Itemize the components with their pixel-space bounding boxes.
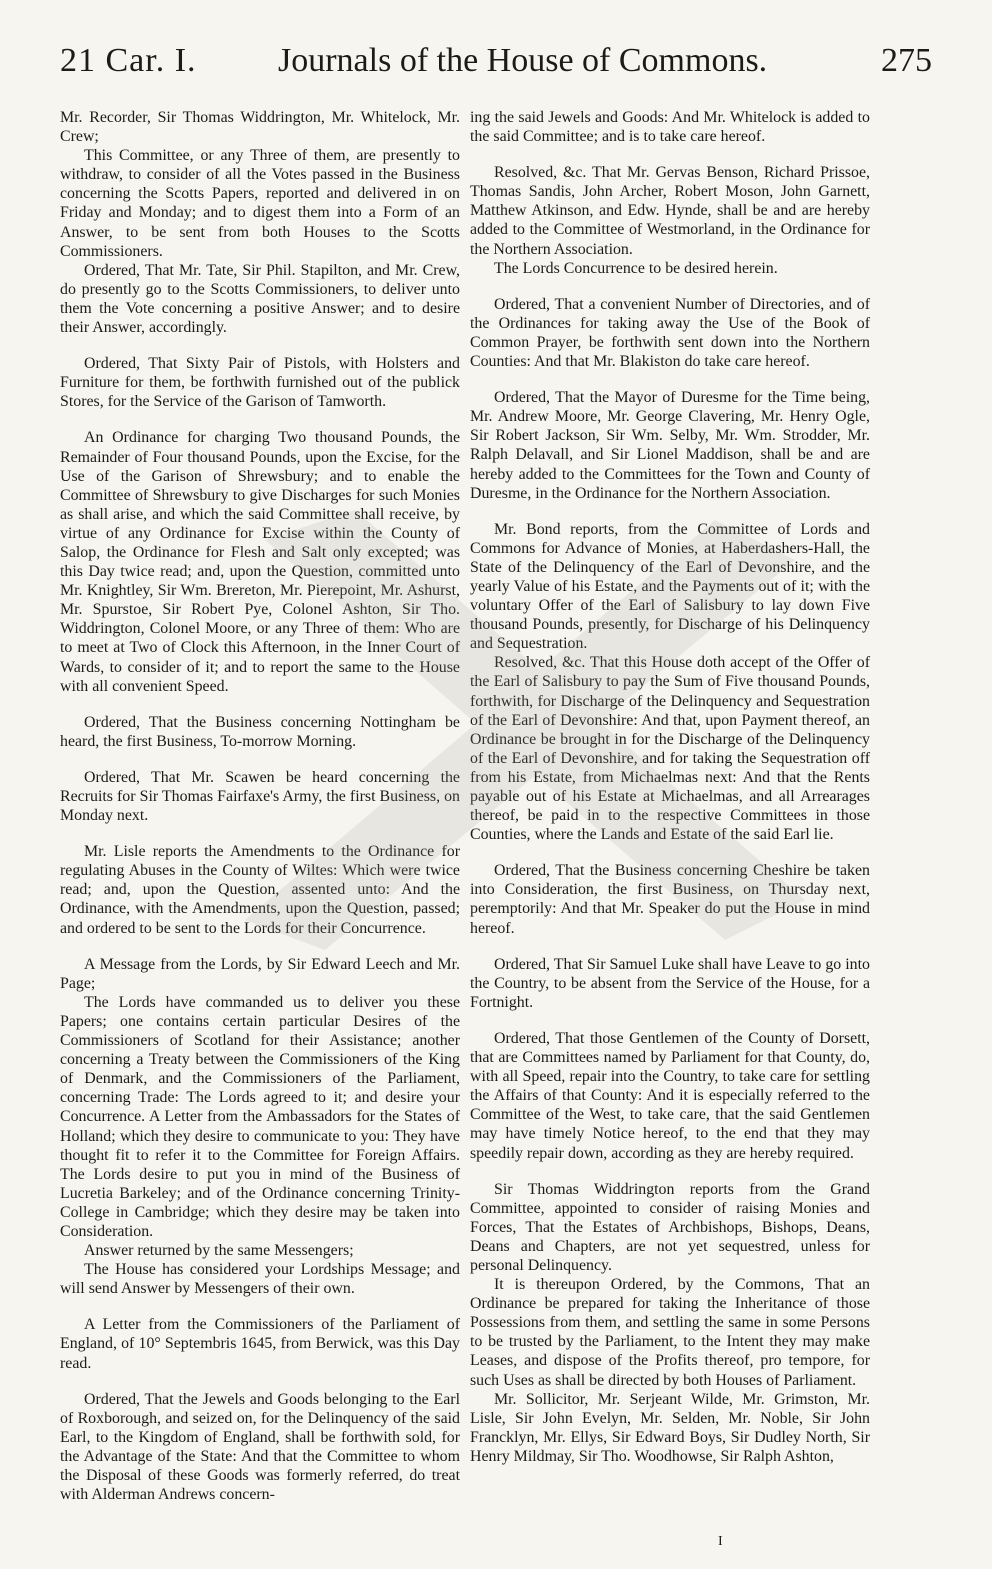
right-column-paragraph: Resolved, &c. That this House doth accept of the Offer of the Earl of Salisbury to pay the Sum of Five thousand Pounds, forthwith, for Discharge of the Delinquency and Sequestration of the Earl of Devonshire: And that, upon Payment thereof, an Ordinance be brought in for the Discharge of the Delinquency of the Earl of Devonshire, and for taking the Sequestration off from his Estate, from Michaelmas next: And that the Rents payable out of his Estate at Michaelmas, and all Arrearages thereof, be paid in to the respective Committees in those Counties, where the Lands and Estate of the said Earl lie. bbox=[470, 654, 870, 844]
right-column-paragraph: Ordered, That those Gentlemen of the County of Dorsett, that are Committees named by Parliament for that County, do, with all Speed, repair into the Country, to take care for settling the Affairs of that County: And it is especially referred to the Committee of the West, to take care, that the said Gentlemen may have timely Notice hereof, to the end that they may speedily repair down, according as they are hereby required. bbox=[470, 1029, 870, 1162]
left-column-paragraph: The House has considered your Lordships Message; and will send Answer by Messengers of their own. bbox=[60, 1261, 460, 1298]
page-header bbox=[60, 42, 932, 100]
left-column-paragraph: Ordered, That the Jewels and Goods belonging to the Earl of Roxborough, and seized on, for the Delinquency of the said Earl, to the Kingdom of England, shall be forthwith sold, for the Advantage of the State: And that the Committee to whom the Disposal of these Goods was formerly referred, do treat with Alderman Andrews concern- bbox=[60, 1390, 460, 1504]
right-column bbox=[470, 108, 870, 1466]
right-column-paragraph: Mr. Bond reports, from the Committee of Lords and Commons for Advance of Monies, at Haberdashers-Hall, the State of the Delinquency of the Earl of Devonshire, and the yearly Value of his Estate, and the Payments out of it; with the voluntary Offer of the Earl of Salisbury to lay down Five thousand Pounds, presently, for Discharge of his Delinquency and Sequestration. bbox=[470, 520, 870, 653]
regnal-year: 21 Car. I. bbox=[60, 42, 197, 79]
left-column-paragraph: The Lords have commanded us to deliver you these Papers; one contains certain particular Desires of the Commissioners of Scotland for their Assistance; another concerning a Treaty between the Commissioners of the King of Denmark, and the Commissioners of the Parliament, concerning Trade: The Lords agreed to it; and desire your Concurrence. A Letter from the Ambassadors for the States of Holland; which they desire to communicate to you: They have thought fit to refer it to the Committee for Foreign Affairs. The Lords desire to put you in mind of the Business of Lucretia Barkeley; and of the Ordinance concerning Trinity-College in Cambridge; which they desire may be taken into Consideration. bbox=[60, 993, 460, 1240]
right-column-paragraph: Sir Thomas Widdrington reports from the Grand Committee, appointed to consider of raising Monies and Forces, That the Estates of Archbishops, Bishops, Deans, Deans and Chapters, are not yet sequestred, unless for personal Delinquency. bbox=[470, 1180, 870, 1274]
left-column bbox=[60, 108, 460, 1504]
left-column-paragraph: An Ordinance for charging Two thousand Pounds, the Remainder of Four thousand Pounds, upon the Excise, for the Use of the Garison of Shrewsbury; and to enable the Committee of Shrewsbury to give Discharges for such Monies as shall arise, and which the said Committee shall receive, by virtue of any Ordinance for Excise within the County of Salop, the Ordinance for Flesh and Salt only excepted; was this Day twice read; and, upon the Question, committed unto Mr. Knightley, Sir Wm. Brereton, Mr. Pierepoint, Mr. Ashurst, Mr. Spurstoe, Sir Robert Pye, Colonel Ashton, Sir Tho. Widdrington, Colonel Moore, or any Three of them: Who are to meet at Two of Clock this Afternoon, in the Inner Court of Wards, to consider of it; and to report the same to the House with all convenient Speed. bbox=[60, 429, 460, 695]
left-column-paragraph: A Message from the Lords, by Sir Edward Leech and Mr. Page; bbox=[60, 955, 460, 992]
right-column-paragraph: The Lords Concurrence to be desired herein. bbox=[494, 259, 778, 277]
signature-mark: I bbox=[718, 1534, 723, 1549]
left-column-paragraph: Mr. Recorder, Sir Thomas Widdrington, Mr. Whitelock, Mr. Crew; bbox=[60, 109, 460, 146]
journal-title: Journals of the House of Commons. bbox=[278, 42, 768, 79]
right-column-paragraph: Ordered, That a convenient Number of Directories, and of the Ordinances for taking away the Use of the Book of Common Prayer, be forthwith sent down into the Northern Counties: And that Mr. Blakiston do take care hereof. bbox=[470, 295, 870, 371]
page-number: 275 bbox=[881, 42, 932, 79]
right-column-paragraph: Mr. Sollicitor, Mr. Serjeant Wilde, Mr. Grimston, Mr. Lisle, Sir John Evelyn, Mr. Selden, Mr. Noble, Sir John Francklyn, Mr. Ellys, Sir Edward Boys, Sir Dudley North, Sir Henry Mildmay, Sir Tho. Woodhowse, Sir Ralph Ashton, bbox=[470, 1390, 870, 1465]
right-column-paragraph: Ordered, That the Business concerning Cheshire be taken into Consideration, the first Business, on Thursday next, peremptorily: And that Mr. Speaker do put the House in mind hereof. bbox=[470, 862, 870, 937]
right-column-paragraph: Ordered, That the Mayor of Duresme for the Time being, Mr. Andrew Moore, Mr. George Clavering, Mr. Henry Ogle, Sir Robert Jackson, Sir Wm. Selby, Mr. Wm. Strodder, Mr. Ralph Delavall, and Sir Lionel Maddison, shall be and are hereby added to the Committees for the Town and County of Duresme, in the Ordinance for the Northern Association. bbox=[470, 389, 870, 502]
right-column-paragraph: ing the said Jewels and Goods: And Mr. Whitelock is added to the said Committee; and is to take care hereof. bbox=[470, 109, 870, 146]
left-column-paragraph: Answer returned by the same Messengers; bbox=[84, 1242, 354, 1260]
left-column-paragraph: Ordered, That Sixty Pair of Pistols, with Holsters and Furniture for them, be forthwith furnished out of the publick Stores, for the Service of the Garison of Tamworth. bbox=[60, 355, 460, 411]
left-column-paragraph: This Committee, or any Three of them, are presently to withdraw, to consider of all the Votes passed in the Business concerning the Scotts Papers, reported and delivered in on Friday and Monday; and to digest them into a Form of an Answer, to be sent from both Houses to the Scotts Commissioners. bbox=[60, 147, 460, 260]
left-column-paragraph: A Letter from the Commissioners of the Parliament of England, of 10° Septembris 1645, from Berwick, was this Day read. bbox=[60, 1316, 460, 1372]
right-column-paragraph: Resolved, &c. That Mr. Gervas Benson, Richard Prissoe, Thomas Sandis, John Archer, Robert Moson, John Garnett, Matthew Atkinson, and Edw. Hynde, shall be and are hereby added to the Committee of Westmorland, in the Ordinance for the Northern Association. bbox=[470, 164, 870, 258]
left-column-paragraph: Ordered, That Mr. Scawen be heard concerning the Recruits for Sir Thomas Fairfaxe's Army, the first Business, on Monday next. bbox=[60, 768, 460, 825]
left-column-paragraph: Ordered, That Mr. Tate, Sir Phil. Stapilton, and Mr. Crew, do presently go to the Scotts Commissioners, to deliver unto them the Vote concerning a positive Answer; and to desire their Answer, accordingly. bbox=[60, 261, 460, 337]
right-column-paragraph: Ordered, That Sir Samuel Luke shall have Leave to go into the Country, to be absent from the Service of the House, for a Fortnight. bbox=[470, 955, 870, 1011]
right-column-paragraph: It is thereupon Ordered, by the Commons, That an Ordinance be prepared for taking the Inheritance of those Possessions from them, and settling the same in some Persons to be trusted by the Parliament, to the Intent they may make Leases, and dispose of the Profits thereof, pro tempore, for such Uses as shall be directed by both Houses of Parliament. bbox=[470, 1276, 870, 1389]
left-column-paragraph: Mr. Lisle reports the Amendments to the Ordinance for regulating Abuses in the County of Wiltes: Which were twice read; and, upon the Question, assented unto: And the Ordinance, with the Amendments, upon the Question, passed; and ordered to be sent to the Lords for their Concurrence. bbox=[60, 843, 460, 937]
left-column-paragraph: Ordered, That the Business concerning Nottingham be heard, the first Business, To-morrow Morning. bbox=[60, 713, 460, 750]
